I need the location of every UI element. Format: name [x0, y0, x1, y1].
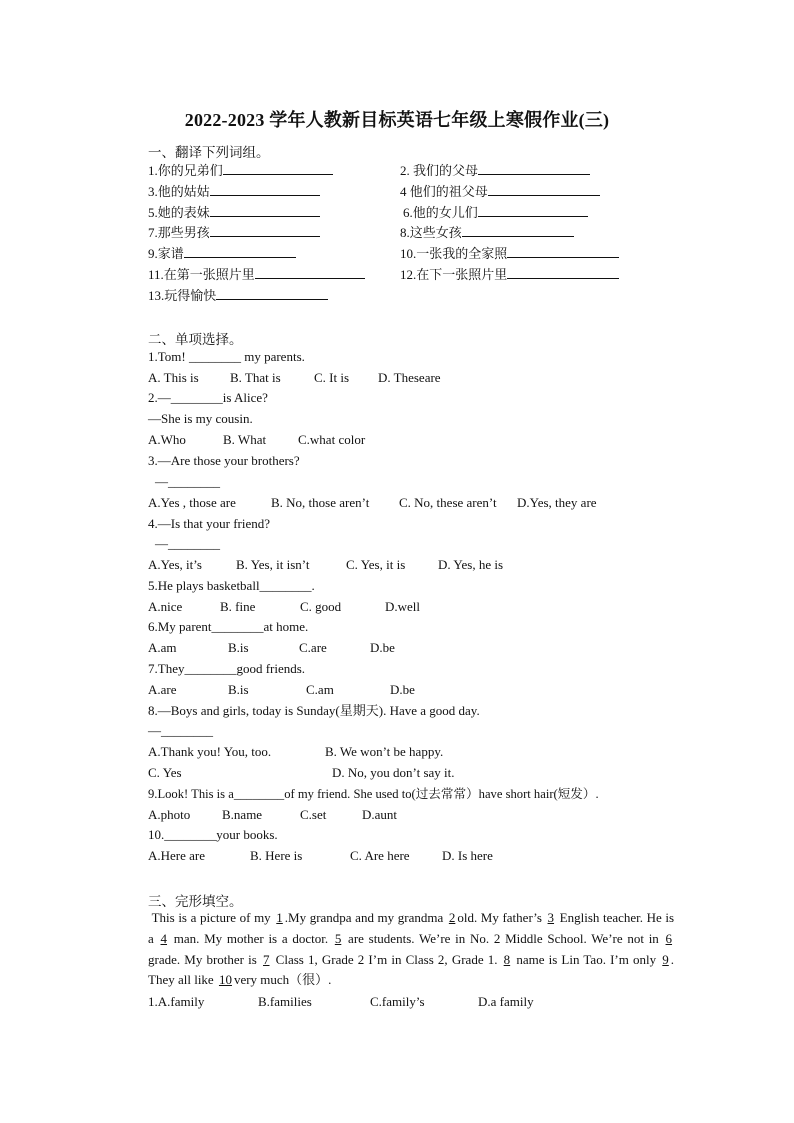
options-q7: A.are B.is C.am D.be	[148, 682, 415, 697]
options-q9: A.photo B.name C.set D.aunt	[148, 807, 398, 822]
cloze-blank[interactable]: 4	[160, 930, 168, 946]
options-q10: A.Here are B. Here is C. Are here D. Is here	[148, 848, 493, 863]
vocab-item: 2. 我们的父母	[400, 162, 590, 179]
options-q2: A.Who B. What C.what color	[148, 432, 366, 447]
section-3-heading: 三、完形填空。	[148, 894, 243, 909]
question-6: 6.My parent________at home.	[148, 619, 309, 634]
vocab-item: 1.你的兄弟们	[148, 162, 333, 179]
cloze-blank[interactable]: 1	[276, 910, 283, 925]
options-q4: A.Yes, it’s B. Yes, it isn’t C. Yes, it is D. Yes, he is	[148, 557, 504, 572]
cloze-blank[interactable]: 6	[665, 930, 673, 946]
vocab-item: 12.在下一张照片里	[400, 266, 619, 283]
question-4: 4.—Is that your friend?	[148, 516, 271, 531]
vocab-item: 3.他的姑姑	[148, 183, 320, 200]
page-title: 2022-2023 学年人教新目标英语七年级上寒假作业(三)	[184, 110, 610, 130]
section-1-heading: 一、翻译下列词组。	[148, 145, 270, 160]
section-2-heading: 二、单项选择。	[148, 332, 243, 347]
cloze-passage: This is a picture of my 1 .My grandpa and my grandma 2 old. My father’s 3 English teacher. He is a 4 man. My mother is a doctor. 5 are students. We’re in No. 2 Middle School. We’re not in 6 grade. My brother is 7 Class 1, Grade 2 I’m in Class 2, Grade 1. 8 name is Lin Tao. I’m only 9 . They all like 10 very much（很）.	[148, 910, 675, 988]
question-8-response: —________	[148, 723, 213, 738]
vocab-item: 4 他们的祖父母	[400, 183, 600, 200]
question-5: 5.He plays basketball________.	[148, 578, 315, 593]
cloze-blank[interactable]: 7	[263, 951, 270, 967]
options-q6: A.am B.is C.are D.be	[148, 640, 395, 655]
cloze-blank[interactable]: 8	[503, 951, 511, 967]
question-4-response: —________	[155, 536, 220, 551]
question-10: 10.________your books.	[148, 827, 278, 842]
question-2-answer: —She is my cousin.	[148, 411, 253, 426]
vocab-item: 5.她的表妹	[148, 204, 320, 221]
cloze-blank[interactable]: 9	[662, 951, 669, 967]
vocab-item: 9.家谱	[148, 245, 296, 262]
cloze-blank[interactable]: 2	[448, 910, 456, 925]
cloze-blank[interactable]: 10	[218, 972, 232, 988]
vocab-item: 11.在第一张照片里	[148, 266, 365, 283]
question-2: 2.—________is Alice?	[148, 390, 268, 405]
vocab-item: 6.他的女儿们	[403, 204, 588, 221]
options-q8-ab: A.Thank you! You, too. B. We won’t be happy.	[148, 744, 444, 759]
question-7: 7.They________good friends.	[148, 661, 306, 676]
vocab-item: 7.那些男孩	[148, 224, 320, 241]
cloze-blank[interactable]: 5	[334, 930, 342, 946]
question-3-response: —________	[155, 474, 220, 489]
vocab-item: 8.这些女孩	[400, 224, 574, 241]
question-3: 3.—Are those your brothers?	[148, 453, 300, 468]
vocab-item: 13.玩得愉快	[148, 287, 328, 304]
question-9: 9.Look! This is a________of my friend. She used to(过去常常）have short hair(短发）.	[148, 787, 599, 801]
question-1: 1.Tom! ________ my parents.	[148, 349, 305, 364]
question-8: 8.—Boys and girls, today is Sunday(星期天). Have a good day.	[148, 703, 480, 718]
options-q3: A.Yes , those are B. No, those aren’t C. No, these aren’t D.Yes, they are	[148, 495, 597, 510]
options-cloze-1: 1.A.family B.families C.family’s D.a family	[148, 994, 534, 1009]
options-q1: A. This is B. That is C. It is D. Theseare	[148, 370, 441, 385]
cloze-blank[interactable]: 3	[547, 910, 555, 925]
vocab-item: 10.一张我的全家照	[400, 245, 619, 262]
options-q5: A.nice B. fine C. good D.well	[148, 599, 421, 614]
options-q8-cd: C. Yes D. No, you don’t say it.	[148, 765, 455, 780]
